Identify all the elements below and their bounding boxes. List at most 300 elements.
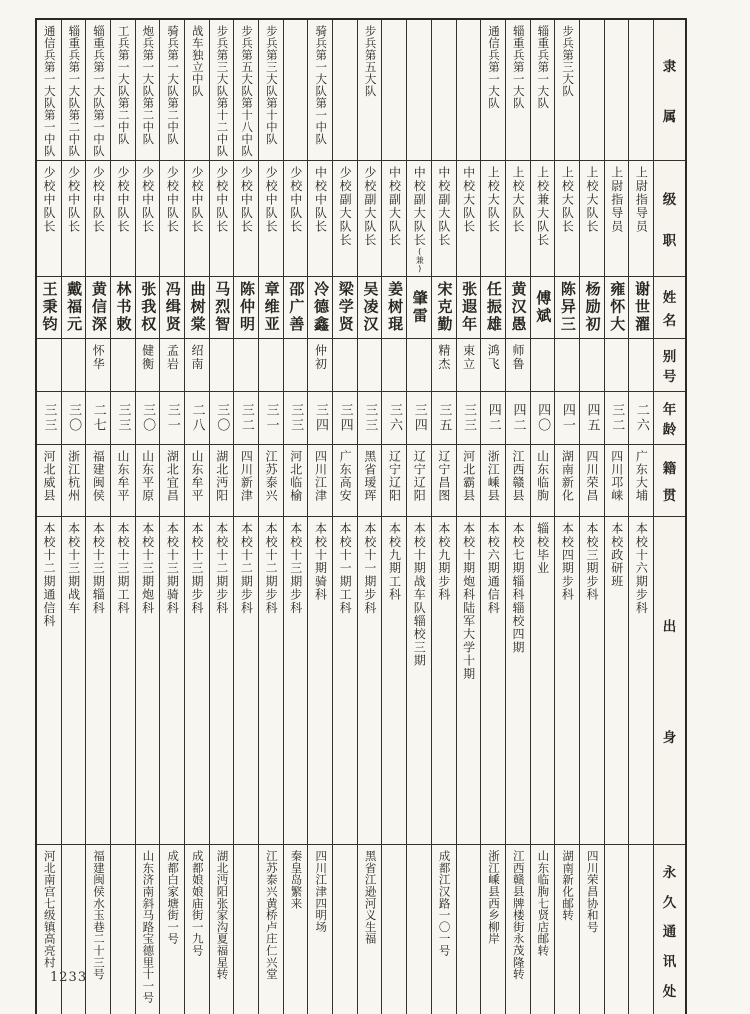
person-name: 冯缉贤	[163, 281, 182, 334]
person-origin: 河北霸县	[461, 450, 476, 502]
cell-alias-col8	[456, 339, 481, 392]
cell-background-col11	[382, 517, 407, 845]
person-background: 本校十二期步科	[214, 522, 229, 615]
person-name: 张遐年	[460, 281, 479, 334]
person-origin: 湖南新化	[560, 450, 575, 502]
cell-age-col16	[259, 392, 284, 445]
cell-origin-col13	[333, 445, 358, 517]
person-affiliation: 骑兵第一大队第一中队	[314, 25, 329, 145]
cell-background-col20	[160, 517, 185, 845]
cell-affiliation-col11	[382, 19, 407, 161]
person-age: 四二	[510, 403, 526, 433]
person-address: 江西赣县牌楼街永茂隆转	[511, 850, 526, 980]
person-rank: 少校中队长	[190, 166, 205, 234]
cell-alias-col5	[530, 339, 555, 392]
person-affiliation: 步兵第三大队	[561, 25, 576, 97]
cell-address-col25	[36, 845, 61, 1014]
cell-alias-col16	[259, 339, 284, 392]
cell-address-col11	[382, 845, 407, 1014]
person-affiliation: 步兵第五大队第十八中队	[240, 25, 255, 157]
person-age: 三二	[238, 403, 254, 433]
person-age: 三三	[461, 403, 477, 433]
cell-age-col18	[209, 392, 234, 445]
row-alias	[36, 339, 686, 392]
person-background: 本校十期骑科	[313, 522, 328, 602]
person-alias: 孟岩	[165, 344, 180, 371]
row-header-label: 级 职	[662, 192, 677, 249]
person-affiliation: 步兵第三大队第十二中队	[215, 25, 230, 157]
cell-origin-col1	[629, 445, 654, 517]
person-affiliation: 工兵第一大队第二中队	[116, 25, 131, 145]
cell-affiliation-col4	[555, 19, 580, 161]
cell-name-col19	[184, 277, 209, 339]
cell-affiliation-col21	[135, 19, 160, 161]
person-age: 二七	[90, 403, 106, 433]
cell-age-col13	[333, 392, 358, 445]
cell-name-col3	[579, 277, 604, 339]
cell-origin-col8	[456, 445, 481, 517]
cell-origin-col19	[184, 445, 209, 517]
person-background: 本校十三期炮科	[140, 522, 155, 615]
person-origin: 黑省瑷珲	[362, 450, 377, 502]
person-rank: 少校中队长	[165, 166, 180, 234]
cell-address-col10	[407, 845, 432, 1014]
cell-affiliation-col17	[234, 19, 259, 161]
cell-background-col21	[135, 517, 160, 845]
person-address: 浙江嵊县西乡柳岸	[487, 850, 502, 945]
cell-alias-col23	[86, 339, 111, 392]
person-age: 三一	[164, 403, 180, 433]
cell-rank-col21	[135, 161, 160, 277]
cell-background-col16	[259, 517, 284, 845]
row-header-label: 姓 名	[662, 290, 677, 329]
person-origin: 湖北沔阳	[214, 450, 229, 502]
person-address: 河北南宫七级镇高亮村	[42, 850, 57, 968]
person-affiliation: 步兵第三大队第十中队	[264, 25, 279, 145]
cell-affiliation-col12	[357, 19, 382, 161]
cell-address-col9	[431, 845, 456, 1014]
cell-name-col22	[110, 277, 135, 339]
cell-age-col1	[629, 392, 654, 445]
rank-note: (兼)	[415, 247, 425, 273]
cell-background-col10	[407, 517, 432, 845]
cell-origin-col6	[505, 445, 530, 517]
cell-affiliation-col5	[530, 19, 555, 161]
person-address: 山东临朐七贤店邮转	[536, 850, 551, 957]
cell-rank-col17	[234, 161, 259, 277]
cell-address-col18	[209, 845, 234, 1014]
cell-age-col4	[555, 392, 580, 445]
row-header-label: 年 龄	[662, 402, 677, 438]
cell-rank-col10	[407, 161, 432, 277]
person-name: 任振雄	[484, 281, 503, 334]
cell-rank-col11	[382, 161, 407, 277]
person-address: 秦皇岛繁来	[289, 850, 304, 909]
cell-alias-col13	[333, 339, 358, 392]
cell-affiliation-col13	[333, 19, 358, 161]
person-age: 三六	[387, 403, 403, 433]
cell-affiliation-col10	[407, 19, 432, 161]
person-name: 马烈智	[213, 281, 232, 334]
cell-rank-col20	[160, 161, 185, 277]
row-header-affiliation	[654, 19, 687, 161]
person-age: 三三	[362, 403, 378, 433]
person-address: 四川荣昌协和号	[585, 850, 600, 933]
cell-alias-col1	[629, 339, 654, 392]
cell-address-col21	[135, 845, 160, 1014]
person-origin: 福建闽侯	[91, 450, 106, 502]
cell-origin-col24	[61, 445, 86, 517]
cell-age-col6	[505, 392, 530, 445]
person-origin: 辽宁辽阳	[387, 450, 402, 502]
cell-origin-col18	[209, 445, 234, 517]
cell-affiliation-col9	[431, 19, 456, 161]
person-background: 本校十二期步科	[264, 522, 279, 615]
person-alias: 鸿飞	[486, 344, 501, 371]
row-name	[36, 277, 686, 339]
person-name: 邵广善	[287, 281, 306, 334]
row-background	[36, 517, 686, 845]
person-rank: 中校中队长	[313, 166, 328, 234]
cell-alias-col19	[184, 339, 209, 392]
person-name: 肇雷	[410, 290, 429, 325]
cell-origin-col17	[234, 445, 259, 517]
cell-name-col7	[481, 277, 506, 339]
cell-background-col19	[184, 517, 209, 845]
row-header-label: 别 号	[662, 349, 677, 385]
person-alias: 师鲁	[510, 344, 525, 371]
cell-background-col6	[505, 517, 530, 845]
person-background: 本校九期步科	[436, 522, 451, 602]
cell-origin-col11	[382, 445, 407, 517]
cell-address-col4	[555, 845, 580, 1014]
cell-name-col1	[629, 277, 654, 339]
person-name: 姜树琨	[386, 281, 405, 334]
person-name: 戴福元	[65, 281, 84, 334]
person-background: 本校十二期步科	[239, 522, 254, 615]
person-affiliation: 步兵第五大队	[363, 25, 378, 97]
cell-affiliation-col22	[110, 19, 135, 161]
person-origin: 江苏泰兴	[264, 450, 279, 502]
roster-table	[35, 18, 687, 1014]
person-origin: 山东牟平	[190, 450, 205, 502]
person-alias: 束立	[461, 344, 476, 371]
cell-rank-col9	[431, 161, 456, 277]
person-age: 三〇	[66, 403, 82, 433]
cell-address-col23	[86, 845, 111, 1014]
cell-age-col21	[135, 392, 160, 445]
cell-age-col12	[357, 392, 382, 445]
cell-affiliation-col7	[481, 19, 506, 161]
cell-alias-col21	[135, 339, 160, 392]
cell-name-col8	[456, 277, 481, 339]
person-background: 本校十一期工科	[338, 522, 353, 615]
cell-origin-col2	[604, 445, 629, 517]
person-affiliation: 战车独立中队	[190, 25, 205, 97]
person-age: 三三	[41, 403, 57, 433]
person-rank: 上尉指导员	[609, 166, 624, 234]
person-background: 本校十六期步科	[634, 522, 649, 615]
cell-name-col20	[160, 277, 185, 339]
cell-background-col22	[110, 517, 135, 845]
cell-age-col11	[382, 392, 407, 445]
person-affiliation: 辎重兵第一大队	[511, 25, 526, 109]
person-name: 雍怀大	[608, 281, 627, 334]
person-name: 黄汉愚	[509, 281, 528, 334]
cell-background-col14	[308, 517, 333, 845]
cell-rank-col7	[481, 161, 506, 277]
cell-address-col19	[184, 845, 209, 1014]
person-background: 本校三期步科	[585, 522, 600, 602]
cell-rank-col15	[283, 161, 308, 277]
cell-background-col2	[604, 517, 629, 845]
person-rank: 少校中队长	[91, 166, 106, 234]
cell-rank-col22	[110, 161, 135, 277]
cell-rank-col13	[333, 161, 358, 277]
person-rank: 少校中队长	[288, 166, 303, 234]
person-origin: 山东临朐	[535, 450, 550, 502]
cell-origin-col14	[308, 445, 333, 517]
cell-address-col14	[308, 845, 333, 1014]
person-age: 三四	[411, 403, 427, 433]
person-origin: 四川邛崃	[609, 450, 624, 502]
row-header-label: 隶 属	[662, 59, 677, 125]
person-background: 本校十三期骑科	[165, 522, 180, 615]
cell-alias-col15	[283, 339, 308, 392]
cell-rank-col8	[456, 161, 481, 277]
person-origin: 四川新津	[239, 450, 254, 502]
cell-affiliation-col18	[209, 19, 234, 161]
person-rank: 少校中队长	[115, 166, 130, 234]
cell-alias-col6	[505, 339, 530, 392]
cell-name-col13	[333, 277, 358, 339]
cell-rank-col6	[505, 161, 530, 277]
cell-address-col15	[283, 845, 308, 1014]
cell-affiliation-col1	[629, 19, 654, 161]
person-rank: 少校中队长	[264, 166, 279, 234]
cell-alias-col3	[579, 339, 604, 392]
person-origin: 广东大埔	[634, 450, 649, 502]
cell-address-col2	[604, 845, 629, 1014]
person-affiliation: 骑兵第一大队第二中队	[166, 25, 181, 145]
person-name: 陈异三	[558, 281, 577, 334]
cell-rank-col3	[579, 161, 604, 277]
cell-age-col14	[308, 392, 333, 445]
person-background: 本校十一期步科	[362, 522, 377, 615]
cell-affiliation-col23	[86, 19, 111, 161]
cell-name-col15	[283, 277, 308, 339]
person-affiliation: 通信兵第一大队	[487, 25, 502, 109]
cell-origin-col16	[259, 445, 284, 517]
cell-age-col25	[36, 392, 61, 445]
cell-background-col9	[431, 517, 456, 845]
person-background: 本校十期战车队辎校三期	[412, 522, 427, 668]
person-rank: 上尉指导员	[634, 166, 649, 234]
person-background: 本校四期步科	[560, 522, 575, 602]
cell-origin-col25	[36, 445, 61, 517]
person-alias: 精杰	[436, 344, 451, 371]
person-rank: 中校副大队长(兼)	[412, 166, 427, 273]
cell-name-col12	[357, 277, 382, 339]
cell-name-col6	[505, 277, 530, 339]
cell-name-col18	[209, 277, 234, 339]
row-header-label: 永 久 通 讯 处	[662, 864, 677, 1000]
cell-alias-col12	[357, 339, 382, 392]
cell-age-col10	[407, 392, 432, 445]
cell-age-col2	[604, 392, 629, 445]
cell-alias-col24	[61, 339, 86, 392]
cell-affiliation-col14	[308, 19, 333, 161]
cell-affiliation-col20	[160, 19, 185, 161]
cell-alias-col20	[160, 339, 185, 392]
cell-origin-col12	[357, 445, 382, 517]
person-origin: 四川江津	[313, 450, 328, 502]
person-name: 张我权	[139, 281, 158, 334]
cell-name-col9	[431, 277, 456, 339]
person-origin: 山东平原	[140, 450, 155, 502]
cell-rank-col18	[209, 161, 234, 277]
cell-background-col13	[333, 517, 358, 845]
person-name: 吴凌汉	[361, 281, 380, 334]
person-affiliation: 辎重兵第一大队第二中队	[67, 25, 82, 157]
person-alias: 绍南	[190, 344, 205, 371]
person-age: 三三	[288, 403, 304, 433]
person-background: 本校十二期通信科	[41, 522, 56, 628]
row-affiliation	[36, 19, 686, 161]
person-age: 三一	[263, 403, 279, 433]
person-age: 三三	[115, 403, 131, 433]
person-origin: 江西赣县	[510, 450, 525, 502]
cell-origin-col21	[135, 445, 160, 517]
cell-rank-col24	[61, 161, 86, 277]
person-rank: 上校大队长	[560, 166, 575, 234]
cell-background-col1	[629, 517, 654, 845]
cell-origin-col7	[481, 445, 506, 517]
cell-alias-col22	[110, 339, 135, 392]
person-name: 林书敕	[114, 281, 133, 334]
cell-rank-col16	[259, 161, 284, 277]
person-age: 三〇	[214, 403, 230, 433]
cell-rank-col2	[604, 161, 629, 277]
cell-affiliation-col6	[505, 19, 530, 161]
person-age: 三四	[312, 403, 328, 433]
person-origin: 河北威县	[41, 450, 56, 502]
person-background: 本校十三期步科	[190, 522, 205, 615]
person-name: 谢世濯	[632, 281, 651, 334]
row-origin	[36, 445, 686, 517]
person-background: 辎校毕业	[535, 522, 550, 575]
person-rank: 上校大队长	[510, 166, 525, 234]
person-name: 傅斌	[534, 290, 553, 325]
person-rank: 上校大队长	[585, 166, 600, 234]
person-name: 杨励初	[583, 281, 602, 334]
cell-affiliation-col15	[283, 19, 308, 161]
row-header-background	[654, 517, 687, 845]
person-rank: 少校副大队长	[362, 166, 377, 247]
cell-name-col23	[86, 277, 111, 339]
cell-age-col3	[579, 392, 604, 445]
cell-age-col22	[110, 392, 135, 445]
row-header-label: 籍 贯	[662, 461, 677, 504]
person-address: 湖南新化邮转	[561, 850, 576, 921]
cell-address-col5	[530, 845, 555, 1014]
cell-origin-col10	[407, 445, 432, 517]
cell-name-col17	[234, 277, 259, 339]
person-address: 福建闽侯水玉巷二十三号	[92, 850, 107, 980]
cell-origin-col5	[530, 445, 555, 517]
cell-address-col3	[579, 845, 604, 1014]
cell-age-col20	[160, 392, 185, 445]
row-header-address	[654, 845, 687, 1014]
person-age: 四二	[485, 403, 501, 433]
person-background: 本校十三期工科	[115, 522, 130, 615]
person-age: 二六	[633, 403, 649, 433]
person-origin: 浙江嵊县	[486, 450, 501, 502]
cell-affiliation-col3	[579, 19, 604, 161]
person-origin: 浙江杭州	[66, 450, 81, 502]
person-address: 成都娘娘庙街一九号	[190, 850, 205, 957]
person-rank: 上校大队长	[486, 166, 501, 234]
cell-affiliation-col2	[604, 19, 629, 161]
cell-rank-col12	[357, 161, 382, 277]
person-alias: 健衡	[140, 344, 155, 371]
cell-name-col5	[530, 277, 555, 339]
cell-name-col11	[382, 277, 407, 339]
cell-age-col19	[184, 392, 209, 445]
cell-affiliation-col19	[184, 19, 209, 161]
person-rank: 上校兼大队长	[535, 166, 550, 247]
cell-address-col7	[481, 845, 506, 1014]
cell-name-col24	[61, 277, 86, 339]
cell-address-col6	[505, 845, 530, 1014]
cell-rank-col1	[629, 161, 654, 277]
person-affiliation: 辎重兵第一大队第一中队	[92, 25, 107, 157]
cell-age-col23	[86, 392, 111, 445]
person-age: 二八	[189, 403, 205, 433]
person-alias: 仲初	[313, 344, 328, 371]
person-affiliation: 炮兵第一大队第二中队	[141, 25, 156, 145]
person-rank: 少校中队长	[66, 166, 81, 234]
cell-affiliation-col8	[456, 19, 481, 161]
person-age: 三五	[436, 403, 452, 433]
person-origin: 湖北宜昌	[165, 450, 180, 502]
person-name: 宋克勤	[435, 281, 454, 334]
cell-origin-col9	[431, 445, 456, 517]
person-name: 王秉钧	[40, 281, 59, 334]
person-name: 曲树棠	[188, 281, 207, 334]
cell-alias-col7	[481, 339, 506, 392]
row-header-name	[654, 277, 687, 339]
cell-address-col22	[110, 845, 135, 1014]
person-address: 黑省江逊河义生福	[363, 850, 378, 945]
person-name: 黄信深	[89, 281, 108, 334]
person-rank: 少校中队长	[214, 166, 229, 234]
cell-background-col12	[357, 517, 382, 845]
cell-alias-col18	[209, 339, 234, 392]
cell-alias-col2	[604, 339, 629, 392]
cell-background-col24	[61, 517, 86, 845]
cell-name-col10	[407, 277, 432, 339]
cell-background-col8	[456, 517, 481, 845]
cell-name-col14	[308, 277, 333, 339]
person-affiliation: 辎重兵第一大队	[536, 25, 551, 109]
person-rank: 少校中队长	[41, 166, 56, 234]
cell-age-col9	[431, 392, 456, 445]
cell-name-col16	[259, 277, 284, 339]
cell-age-col7	[481, 392, 506, 445]
cell-alias-col4	[555, 339, 580, 392]
cell-background-col15	[283, 517, 308, 845]
